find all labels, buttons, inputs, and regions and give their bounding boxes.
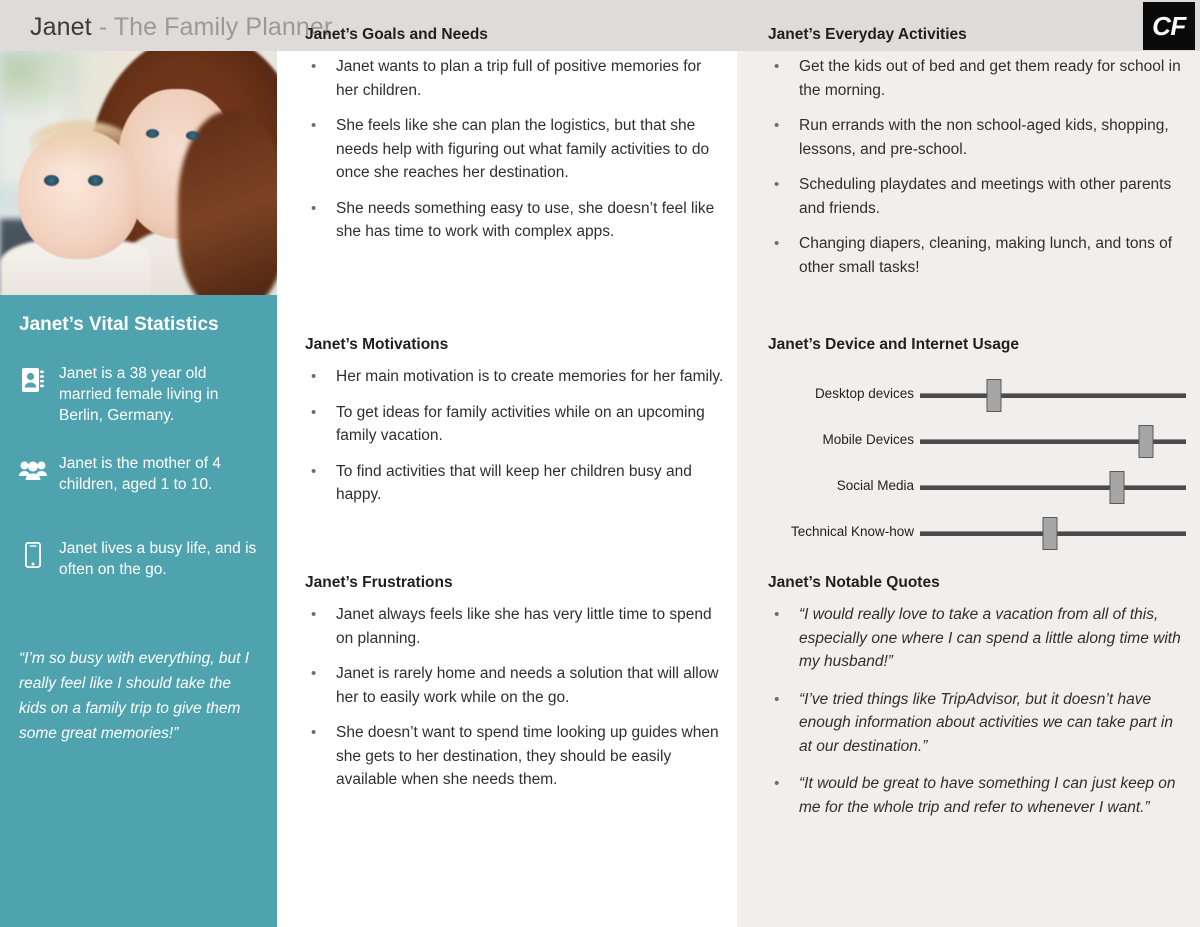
quotes-list [768, 603, 1183, 819]
list-item [305, 721, 725, 792]
list-item [768, 688, 1183, 759]
bullet-icon: • [774, 176, 780, 193]
bullet-icon: • [774, 606, 780, 623]
motivations-list [305, 365, 725, 507]
device-usage-chart [768, 377, 1186, 561]
vital-item-lifestyle [19, 538, 259, 596]
bullet-icon: • [311, 724, 317, 741]
bullet-icon: • [311, 199, 317, 217]
list-item [305, 55, 725, 102]
list-item [305, 197, 725, 244]
section-title: Janet’s Device and Internet Usage [768, 336, 1019, 353]
bullet-icon: • [311, 403, 317, 421]
list-item [768, 772, 1183, 819]
usage-slider-label: Social Media [836, 478, 914, 493]
section-motivations [305, 336, 725, 519]
people-group-icon [19, 456, 47, 484]
persona-headline-quote: “I’m so busy with everything, but I really feel like I should take the kids on a family trip to give them some great memories!” [19, 650, 250, 742]
list-item-text: Changing diapers, cleaning, making lunch, and tons of other small tasks! [799, 235, 1173, 276]
vital-item-demographics [19, 363, 259, 426]
vital-item-label: Janet is a 38 year old married female living in Berlin, Germany. [59, 365, 219, 424]
list-item [305, 401, 725, 448]
bullet-icon: • [311, 665, 317, 682]
list-item [305, 114, 725, 185]
contact-card-icon [19, 366, 47, 394]
bullet-icon: • [774, 117, 780, 134]
list-item-text: Janet always feels like she has very little time to spend on planning. [336, 606, 712, 647]
bullet-icon: • [311, 462, 317, 480]
goals-list [305, 55, 725, 244]
section-title: Janet’s Goals and Needs [305, 26, 488, 43]
list-item-text: She doesn’t want to spend time looking up guides when she gets to her destination, they should be easily available when she needs them. [336, 724, 719, 788]
usage-slider-row [768, 515, 1186, 561]
section-everyday-activities [768, 26, 1186, 291]
section-frustrations [305, 574, 725, 804]
persona-name: Janet [30, 13, 92, 41]
photo-mother-eye-right [186, 131, 199, 140]
list-item [305, 365, 725, 389]
list-item-text: Janet wants to plan a trip full of positive memories for her children. [336, 58, 702, 99]
bullet-icon: • [311, 117, 317, 134]
list-item [768, 114, 1186, 161]
section-notable-quotes [768, 574, 1183, 833]
photo-baby-eye-right [88, 175, 103, 186]
section-title: Janet’s Frustrations [305, 574, 453, 591]
usage-slider[interactable] [920, 515, 1186, 561]
list-item [305, 603, 725, 650]
list-item-text: She needs something easy to use, she doesn’t feel like she has time to work with complex apps. [336, 199, 715, 240]
usage-slider[interactable] [920, 469, 1186, 515]
usage-slider-label: Desktop devices [814, 386, 914, 401]
usage-slider-handle[interactable] [1109, 471, 1124, 504]
usage-slider-handle[interactable] [987, 379, 1002, 412]
list-item-text: “I would really love to take a vacation from all of this, especially one where I can spend a little along time with my husband!” [799, 606, 1181, 670]
list-item-text: Scheduling playdates and meetings with other parents and friends. [799, 176, 1172, 217]
list-item-text: Run errands with the non school-aged kids, shopping, lessons, and pre-school. [799, 117, 1169, 158]
vital-item-label: Janet lives a busy life, and is often on the go. [59, 540, 257, 578]
list-item [768, 173, 1186, 220]
vital-statistics-list [19, 363, 259, 623]
frustrations-list [305, 603, 725, 792]
vital-statistics-title: Janet’s Vital Statistics [19, 314, 219, 335]
activities-list [768, 55, 1186, 279]
page-title [30, 13, 332, 42]
bullet-icon: • [774, 58, 780, 75]
list-item-text: Get the kids out of bed and get them ready for school in the morning. [799, 58, 1181, 99]
list-item-text: “It would be great to have something I can just keep on me for the whole trip and refer to whenever I want.” [799, 775, 1176, 816]
bullet-icon: • [311, 606, 317, 623]
usage-slider[interactable] [920, 423, 1186, 469]
list-item [768, 55, 1186, 102]
list-item-text: “I’ve tried things like TripAdvisor, but it doesn’t have enough information about activities we can take part in at our destination.” [799, 690, 1173, 755]
bullet-icon: • [311, 58, 317, 75]
section-title: Janet’s Notable Quotes [768, 574, 940, 591]
left-panel [0, 51, 277, 927]
list-item [768, 603, 1183, 674]
section-title: Janet’s Everyday Activities [768, 26, 967, 43]
mobile-phone-icon [19, 541, 47, 569]
section-title: Janet’s Motivations [305, 336, 449, 353]
list-item [305, 662, 725, 709]
list-item-text: Her main motivation is to create memories for her family. [336, 368, 724, 385]
usage-slider-track[interactable] [920, 393, 1186, 398]
photo-mother-eye-left [146, 129, 159, 138]
section-goals-and-needs [305, 26, 725, 256]
usage-slider-handle[interactable] [1043, 517, 1058, 550]
bullet-icon: • [774, 690, 780, 708]
usage-slider-track[interactable] [920, 485, 1186, 490]
list-item [305, 460, 725, 507]
usage-slider-row [768, 423, 1186, 469]
vital-item-children [19, 453, 259, 511]
logo-text: CF [1152, 10, 1186, 41]
list-item-text: Janet is rarely home and needs a solution that will allow her to easily work while on the go. [336, 665, 719, 706]
list-item [768, 232, 1186, 279]
list-item-text: She feels like she can plan the logistics, but that she needs help with figuring out what family activities to do once she reaches her destination. [336, 117, 710, 181]
persona-photo [0, 51, 277, 295]
list-item-text: To find activities that will keep her children busy and happy. [336, 462, 692, 503]
usage-slider-label: Technical Know-how [790, 524, 914, 539]
bullet-icon: • [774, 775, 780, 792]
usage-slider[interactable] [920, 377, 1186, 423]
usage-slider-row [768, 469, 1186, 515]
usage-slider-handle[interactable] [1139, 425, 1154, 458]
usage-slider-label: Mobile Devices [822, 432, 914, 447]
section-device-internet-usage [768, 336, 1186, 561]
photo-baby-eye-left [44, 175, 59, 186]
list-item-text: To get ideas for family activities while on an upcoming family vacation. [336, 403, 705, 444]
persona-subtitle: - The Family Planner [91, 13, 333, 41]
vital-item-label: Janet is the mother of 4 children, aged 1 to 10. [59, 455, 221, 493]
photo-greenery [0, 51, 90, 121]
usage-slider-row [768, 377, 1186, 423]
photo-baby-hair [30, 121, 130, 163]
bullet-icon: • [311, 368, 317, 385]
bullet-icon: • [774, 235, 780, 252]
